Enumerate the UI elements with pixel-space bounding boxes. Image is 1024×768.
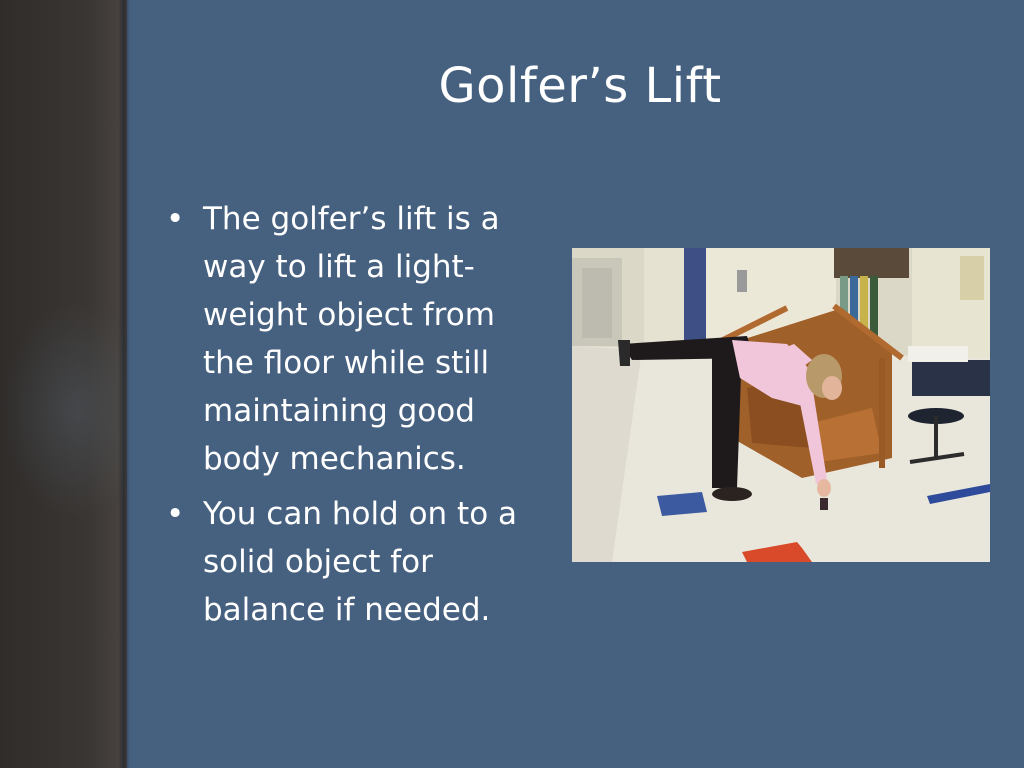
wall-poster [960, 256, 984, 300]
door-panel [582, 268, 612, 338]
standing-leg [712, 348, 742, 488]
hand [817, 479, 831, 497]
picked-object [820, 498, 828, 510]
shelf [834, 248, 909, 278]
face [822, 376, 842, 400]
left-bar-edge [118, 0, 130, 768]
exercise-photo [572, 248, 990, 562]
bullet-dot: • [166, 496, 185, 532]
bullet-item [162, 195, 552, 483]
bullet-text: The golfer’s lift is a way to lift a light-weight object from the floor while still maintaining good body mechanics. [203, 201, 500, 477]
blue-floor-square [657, 492, 707, 516]
slide-title: Golfer’s Lift [438, 58, 722, 114]
bullet-dot: • [166, 201, 185, 237]
bullet-item [162, 490, 552, 634]
exam-table [912, 360, 990, 396]
left-bar-glow [0, 300, 127, 520]
photo-illustration [572, 248, 990, 562]
standing-shoe [712, 487, 752, 501]
bullet-list [162, 195, 552, 641]
wall-outlet [737, 270, 747, 292]
bullet-text: You can hold on to a solid object for balance if needed. [203, 496, 518, 628]
table-cover [908, 346, 968, 362]
raised-shoe [618, 340, 630, 366]
